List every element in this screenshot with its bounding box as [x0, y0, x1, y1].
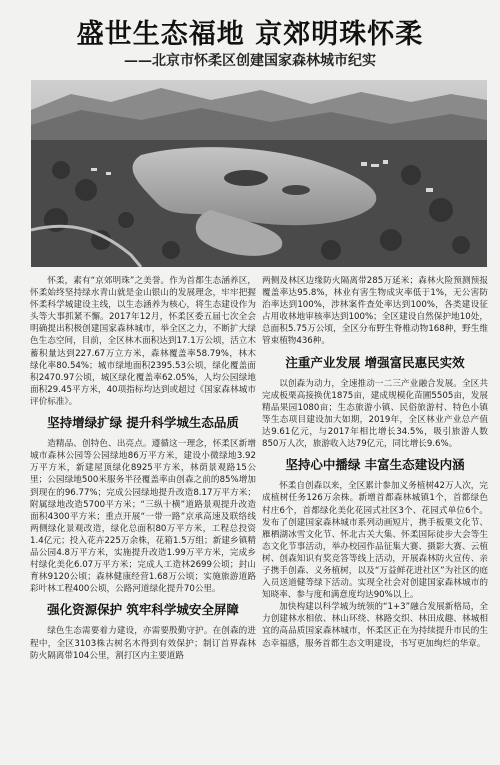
- headline: 盛世生态福地 京郊明珠怀柔: [76, 19, 424, 50]
- section-heading: 坚持增绿扩绿 提升科学城生态品质: [47, 415, 239, 431]
- left-column: [30, 275, 256, 662]
- section-heading: 强化资源保护 筑牢科学城安全屏障: [47, 602, 239, 618]
- right-column: [262, 275, 488, 650]
- body-paragraph: 造精品、创特色、出亮点。遵循这一理念，怀柔区新增城市森林公园等公园绿地86万平方米，建设小微绿地3.92万平方米，新建屋顶绿化8925平方米，林荫景观路15公里；公园绿地500米服务半径覆盖率由创森之前的85%增加到现在的96.77%；完成公园绿地提升改造8.17万平方米；附属绿地改造5700平方米；“三纵十横”道路景观提升改造面积4300平方米；重点开展“一带一路”京承高速及联络线两侧绿化景观改造，绿化总面积80万平方米，工程总投资1.4亿元；投入花卉225万余株，花箱1.5万组；新建乡镇精品公园4.8万平方米，实施提升改造1.99万平方米，完成乡村绿化美化6.07万平方米；完成人工造林2699公顷；封山育林9120公顷；森林健康经营1.68万公顷；实施旅游道路彩叶林工程400公顷，公路河道绿化提升70公里。: [30, 439, 256, 595]
- section-heading: 坚持心中播绿 丰富生态建设内涵: [285, 457, 465, 473]
- aerial-landscape-photo: [31, 80, 487, 267]
- body-paragraph: 以创森为动力，全速推动一二三产业融合发展。全区共完成板栗高接换优1875亩，建成规模化苗圃5505亩，发展精品果园1080亩；生态旅游小镇、民俗旅游村、特色小镇等生态项目建设加大如期，2019年，全区林业产业总产值达9.61亿元，与2017年相比增长34.5%，吸引旅游人数850万人次，旅游收入达79亿元，同比增长9.6%。: [262, 378, 488, 450]
- section-heading: 注重产业发展 增强富民惠民实效: [285, 354, 465, 370]
- intro-paragraph: 怀柔，素有“京郊明珠”之美誉。作为首都生态涵养区，怀柔始终坚持绿水青山就是金山银山的发展理念，牢牢把握怀柔科学城建设主线，以生态涵养为核心，将生态建设作为头等大事抓紧不懈。2017年12月，怀柔区委五届七次全会明确提出积极创建国家森林城市，举全区之力，不断扩大绿色生态空间，目前，全区林木面积达到17.1万公顷，活立木蓄积量达到227.67万立方米，森林覆盖率58.79%，林木绿化率80.54%；城市绿地面积2395.53公顷，绿化覆盖面积2470.97公顷，城区绿化覆盖率62.05%，人均公园绿地面积29.45平方米，40项指标均达到或超过《国家森林城市评价标准》。: [30, 276, 256, 407]
- body-paragraph: 绿色生态需要着力建设，亦需要殷勤守护。在创森的进程中，全区3103株古树名木得到有效保护；制订首界森林防火隔离带104公里，割打区内主要道路: [30, 626, 256, 661]
- body-paragraph: 怀柔自创森以来，全区累计参加义务植树42万人次，完成植树任务126万余株。新增首都森林城镇1个，首都绿色村庄6个，首都绿化美化花园式社区3个、花园式单位6个。发布了创建国家森林城市系列动画短片，携手板栗文化节、雁栖湖冰雪文化节、怀北古关大集、怀柔国际徒步大会等生态文化节事活动，举办校园作品征集大赛、摄影大赛、云植树、创森知识有奖竞答等线上活动，开展森林防火宣传、亲子携手创森、义务植树，以及“万益鲜花进社区”为社区的庭入员送道健等绿下活动。实现全社会对创建国家森林城市的知晓率、参与度和满意度均达90%以上。: [262, 481, 488, 601]
- body-paragraph: 加快构建以科学城为统领的“1+3”融合发展新格局，全力创建林水相依、林山环绕、林路交织、林田成趣、林城相宜的高品质国家森林城市，怀柔区正在为持续提升市民的生态幸福感，服务首都生态文明建设，书写更加绚烂的华章。: [262, 602, 488, 649]
- subheadline: ——北京市怀柔区创建国家森林城市纪实: [124, 53, 376, 69]
- body-paragraph: 两侧及林区边缘防火隔离带285万延米；森林火险预测预报覆盖率达95.8%，林业有害生物成灾率低于1%，无公害防治率达到100%，涉林案件查处率达到100%，各类建设征占用收林地审核率达到100%；全区建设自然保护地10处，总面积5.75万公顷，全区分布野生脊椎动物168种，野生维管束植物436种。: [262, 276, 488, 347]
